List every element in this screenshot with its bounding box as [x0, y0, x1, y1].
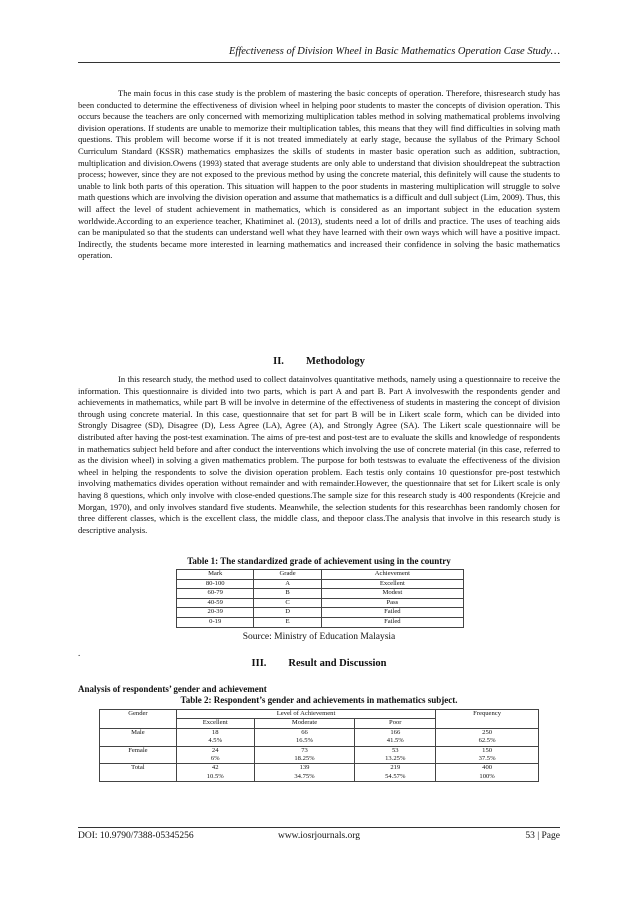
- cell-achievement: Pass: [321, 598, 463, 608]
- table-row: [100, 728, 539, 746]
- table-row: [177, 598, 464, 608]
- table2-caption: Table 2: Respondent’s gender and achievements in mathematics subject.: [180, 695, 458, 705]
- cell-achievement: Excellent: [321, 579, 463, 589]
- cell-percent: 100%: [479, 772, 495, 780]
- cell-grade: B: [254, 589, 321, 599]
- cell-frequency: [436, 746, 539, 764]
- cell-grade: D: [254, 608, 321, 618]
- cell-percent: 37.5%: [478, 755, 496, 763]
- cell-moderate: [254, 764, 355, 782]
- cell-achievement: Modest: [321, 589, 463, 599]
- cell-moderate: [254, 746, 355, 764]
- cell-count: 400: [482, 764, 493, 772]
- cell-excellent: [176, 764, 254, 782]
- footer-doi: DOI: 10.9790/7388-05345256: [78, 831, 194, 841]
- col-grade: Grade: [254, 570, 321, 580]
- methodology-paragraph: In this research study, the method used to collect datainvolves quantitative methods, namely using a questionnaire to receive the information. This questionnaire is divided into two parts, which is part A and part B. Part A involveswith the respondents gender and achievements in mathematics, while part B will be involve in determine of the effectiveness of students in mastering the concept of division through using concrete material. In this case, questionnaire that set for part B will be in Likert scale form, which can be divided into Strongly Disagree (SD), Disagree (D), Less Agree (LA), Agree (A), and Strongly Agree (SA). The Likert scale questionnaire will be distributed after having the post-test examination. The aims of pre-test and post-test are to evaluate the skills and knowledge of respondents in mathematics subject held before and after conduct the interventions which involving the use of concrete material (in this case, referred to as the division wheel) in solving a given mathematics problem. The purpose for both testswas to evaluate the effectiveness of the division wheel in helping the respondents to solve the division operation problem. Each testis only contains 10 questionsfor pre-post testwhich involving mathematics divides operation without remainder and with remainder.However, the questionnaire that set for Likert scale is only having 8 questions, which only involve with close-ended questions.The sample size for this research study is 400 respondents (Krejcie and Morgan, 1970), and only involves standard five students. Meanwhile, the selection students for this researchhas been randomly chosen for three different classes, which is the excellent class, the middle class, and thepoor class.The analysis that involve in this research study is descriptive analysis.: [78, 374, 560, 535]
- cell-percent: 62.5%: [478, 737, 496, 745]
- cell-poor: [355, 764, 436, 782]
- cell-achievement: Failed: [321, 608, 463, 618]
- cell-gender: Total: [100, 764, 177, 782]
- table1-source: Source: Ministry of Education Malaysia: [242, 632, 396, 642]
- cell-count: 66: [301, 728, 308, 736]
- table-header-row: [177, 570, 464, 580]
- table-row: [177, 579, 464, 589]
- cell-percent: 16.5%: [295, 737, 314, 745]
- cell-count: 139: [299, 764, 310, 772]
- col-level-of-achievement: Level of Achievement: [176, 710, 435, 719]
- cell-percent: 41.5%: [386, 737, 404, 745]
- methodology-section: [78, 374, 560, 536]
- footer-website: www.iosrjournals.org: [277, 831, 361, 841]
- cell-mark: 60-79: [177, 589, 254, 599]
- table-row: [177, 589, 464, 599]
- cell-grade: C: [254, 598, 321, 608]
- col-poor: Poor: [355, 719, 436, 728]
- cell-count: 24: [211, 746, 219, 754]
- cell-count: 42: [211, 764, 219, 772]
- methodology-title: Methodology: [305, 356, 365, 367]
- cell-mark: 80-100: [177, 579, 254, 589]
- cell-gender: Female: [100, 746, 177, 764]
- stray-mark: .: [78, 648, 81, 658]
- cell-poor: [355, 746, 436, 764]
- cell-frequency: [436, 728, 539, 746]
- col-excellent: Excellent: [176, 719, 254, 728]
- table1-caption: Table 1: The standardized grade of achievement using in the country: [187, 556, 451, 566]
- col-gender: Gender: [100, 710, 177, 729]
- cell-percent: 13.25%: [385, 755, 406, 763]
- cell-count: 219: [390, 764, 401, 772]
- table-header-row: [100, 710, 539, 719]
- footer-rule: [78, 827, 560, 828]
- cell-percent: 18.25%: [294, 755, 315, 763]
- cell-count: 53: [391, 746, 399, 754]
- cell-percent: 6%: [210, 755, 220, 763]
- col-achievement: Achievement: [321, 570, 463, 580]
- results-number: III.: [251, 658, 267, 669]
- table-row: [177, 617, 464, 627]
- col-mark: Mark: [177, 570, 254, 580]
- cell-gender: Male: [100, 728, 177, 746]
- table-row: [100, 764, 539, 782]
- cell-poor: [355, 728, 436, 746]
- cell-mark: 20-39: [177, 608, 254, 618]
- cell-mark: 0-19: [177, 617, 254, 627]
- cell-percent: 54.57%: [385, 772, 406, 780]
- cell-count: 250: [482, 728, 493, 736]
- cell-count: 166: [390, 728, 401, 736]
- cell-grade: A: [254, 579, 321, 589]
- footer-page-number: 53 | Page: [525, 831, 560, 841]
- results-title: Result and Discussion: [288, 658, 387, 669]
- intro-paragraph: The main focus in this case study is the problem of mastering the basic concepts of operation. Therefore, thisresearch study has been conducted to determine the effectiveness of division wheel in helping poor students to master the concepts of division operation. This occurs because the teachers are only concerned with memorizing multiplication tables method in solving mathematical problems involving division operations. If students are unable to memorize their multiplication tables, this means that they will find difficulties in solving math questions. This problem will become worse if it is not treated immediately at early stage, because the syllabus of the Primary School Curriculum Standard (KSSR) mathematics emphasizes the skills of students in master basic operation such as addition, subtraction, multiplication and division.Owens (1993) stated that average students are only able to understand that division shouldrepeat the subtraction process; however, since they are not exposed to the previous method by using the concrete material, this definitely will cause the students to unable to link both parts of this operation. This situation will happen to the poor students in mastering multiplication will struggle to solve math questions which are involving the division operation and assume that mathematics is a difficult and dull subject (Lim, 2009). Thus, this will affect the level of student achievement in mathematics, which is considered as an important subject in the education system worldwide.According to an experience teacher, Khatiminet al. (2013), students need a lot of drills and practice. The uses of teaching aids can be manipulated so that the students can understand well what they have learned with their own ways which will have a positive impact. Indirectly, the students became more interested in learning mathematics and increased their confidence in solving the basic mathematics operation.: [78, 88, 560, 261]
- table-row: [100, 746, 539, 764]
- cell-count: 18: [211, 728, 219, 736]
- cell-moderate: [254, 728, 355, 746]
- results-heading: [78, 658, 560, 669]
- col-frequency: Frequency: [436, 710, 539, 729]
- cell-count: 150: [482, 746, 493, 754]
- cell-percent: 34.75%: [294, 772, 315, 780]
- gender-achievement-table: [99, 709, 539, 782]
- header-rule: [78, 62, 560, 63]
- cell-frequency: [436, 764, 539, 782]
- cell-mark: 40-59: [177, 598, 254, 608]
- cell-percent: 4.5%: [208, 737, 223, 745]
- col-moderate: Moderate: [254, 719, 355, 728]
- cell-count: 73: [301, 746, 308, 754]
- running-title: Effectiveness of Division Wheel in Basic Mathematics Operation Case Study…: [229, 46, 560, 57]
- methodology-heading: [78, 356, 560, 367]
- cell-grade: E: [254, 617, 321, 627]
- cell-excellent: [176, 728, 254, 746]
- results-subheading: Analysis of respondents’ gender and achievement: [78, 684, 267, 694]
- methodology-number: II.: [273, 356, 284, 367]
- cell-achievement: Failed: [321, 617, 463, 627]
- cell-excellent: [176, 746, 254, 764]
- grade-table: [176, 569, 464, 628]
- table-row: [177, 608, 464, 618]
- cell-percent: 10.5%: [206, 772, 224, 780]
- intro-section: [78, 88, 560, 262]
